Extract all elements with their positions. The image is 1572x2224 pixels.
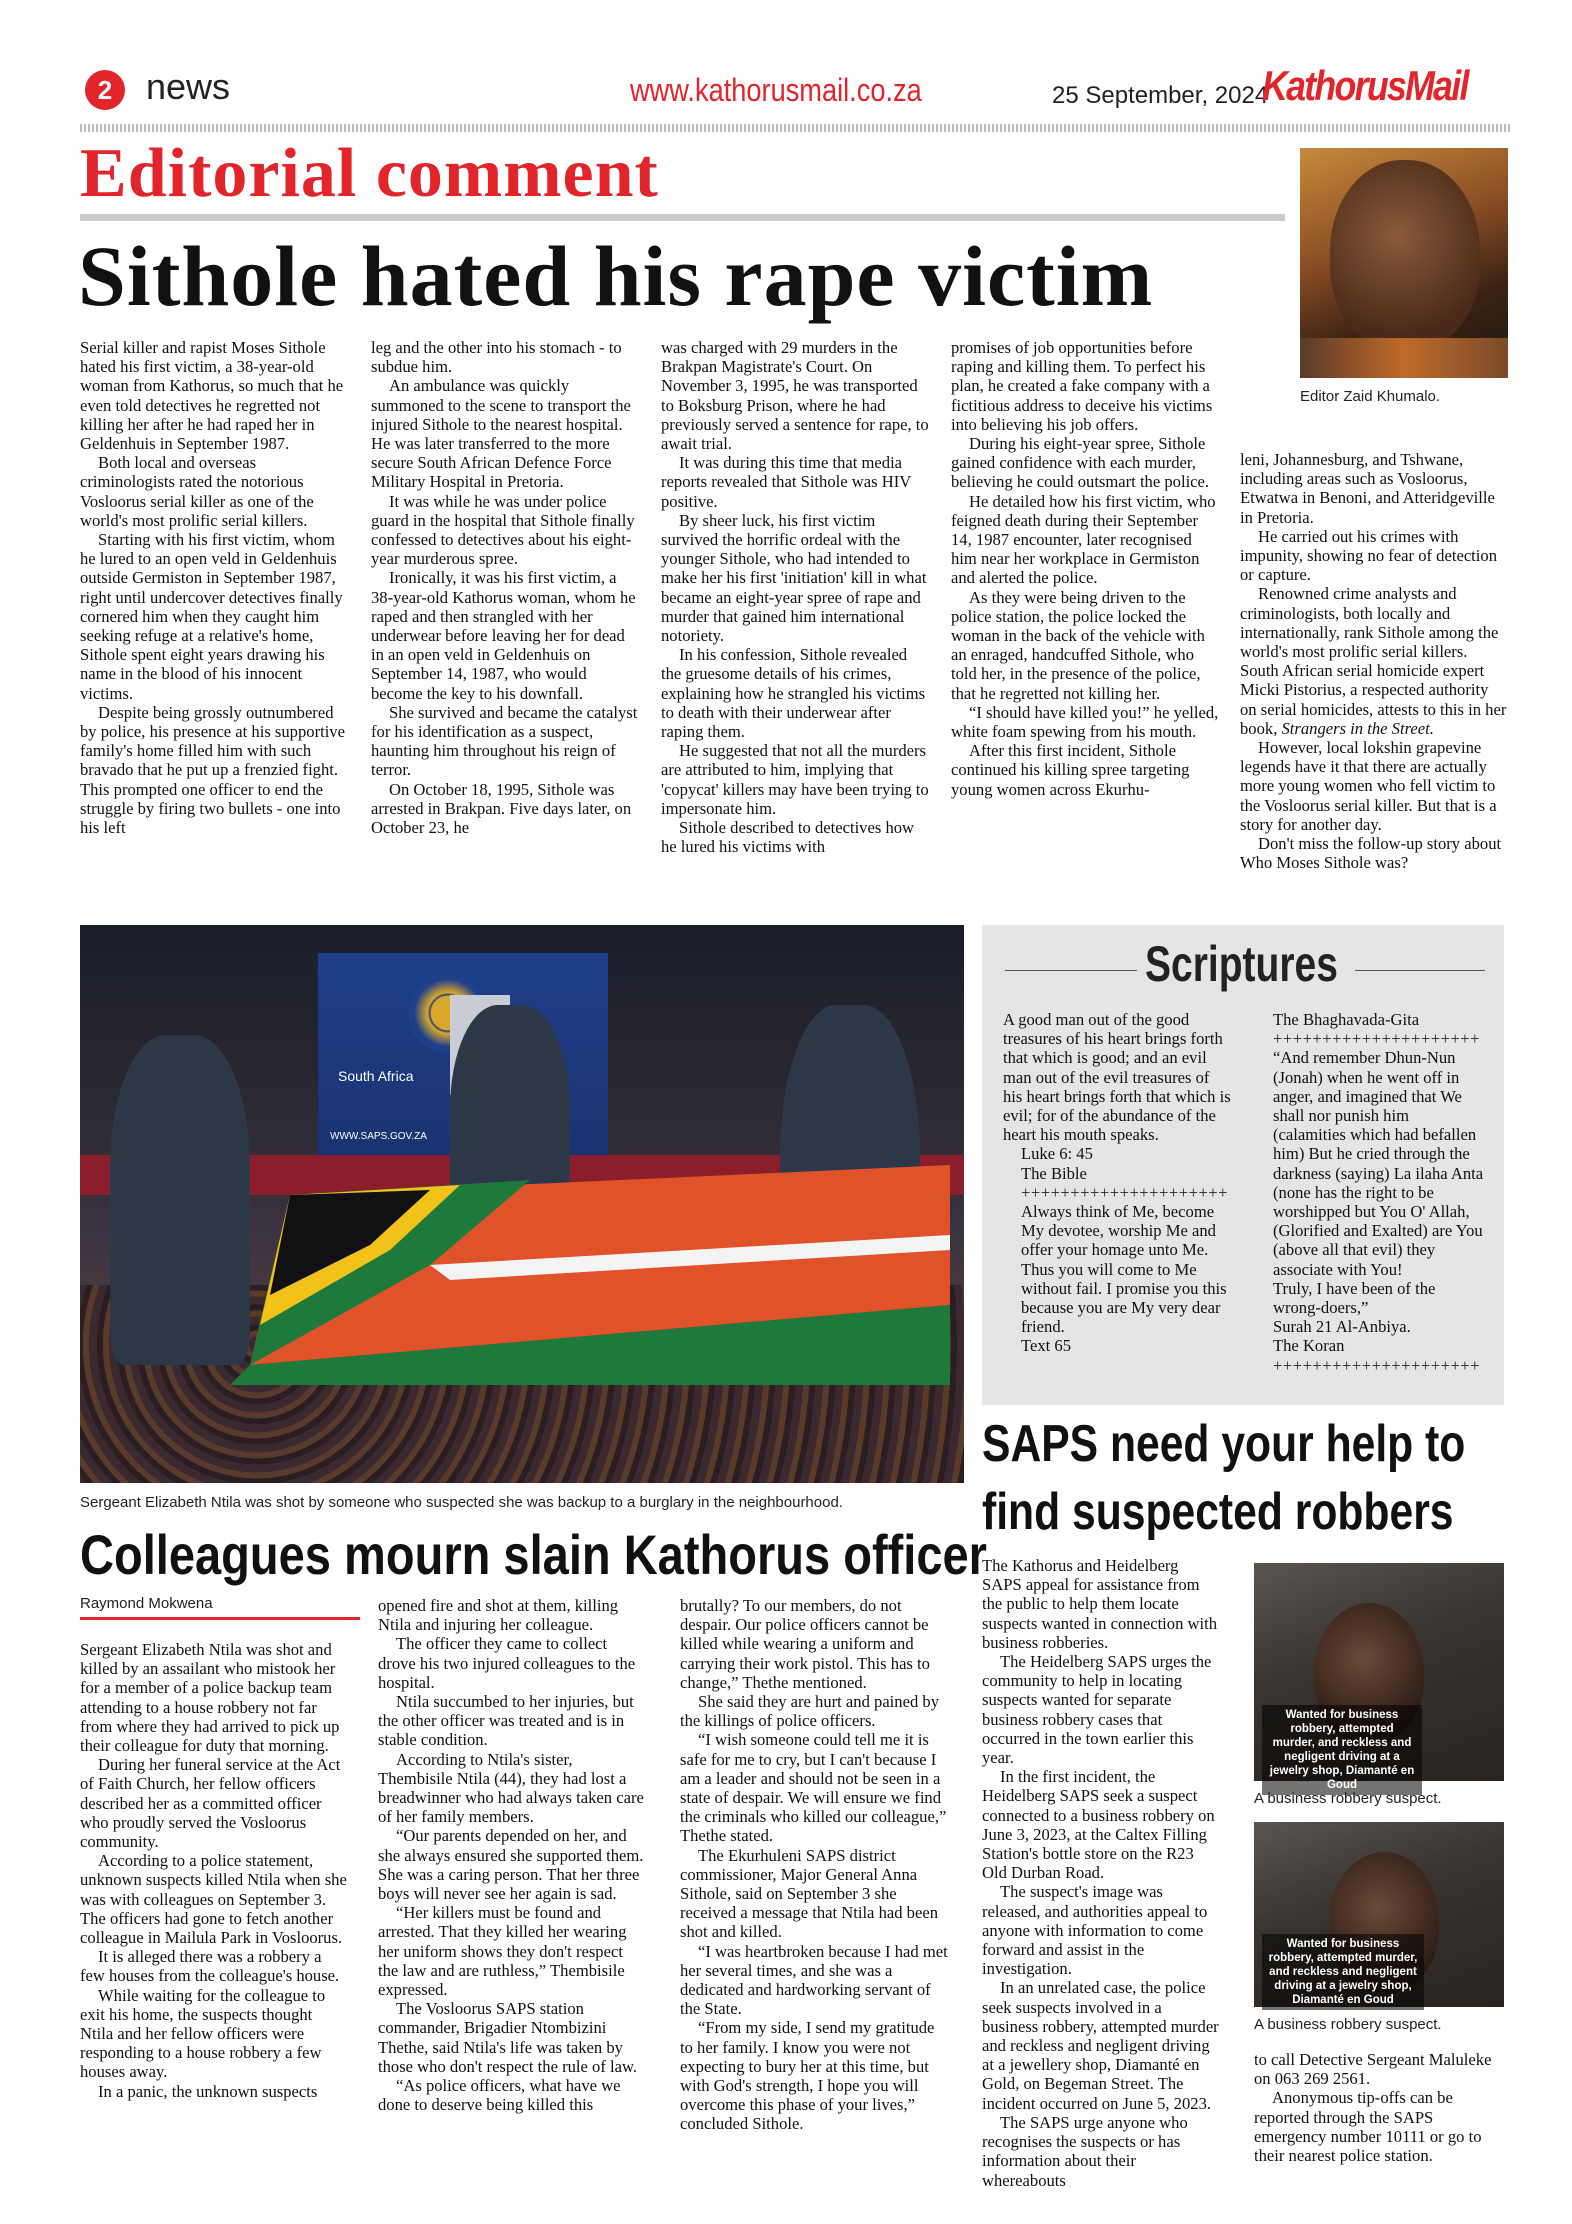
paragraph: As they were being driven to the police station, the police locked the woman in the back of the vehicle with an enraged, handcuffed Sithole, who told her, in the presence of the police, that he regretted not killing her.: [951, 587, 1205, 703]
paragraph: According to Ntila's sister, Thembisile Ntila (44), they had lost a breadwinner who had always taken care of her family members.: [378, 1749, 644, 1827]
scripture-divider: +++++++++++++++++++++: [1273, 1029, 1481, 1049]
paragraph: In the first incident, the Heidelberg SAPS seek a suspect connected to a business robbery on June 3, 2023, at the Caltex Filling Station's bottle store on the R23 Old Durban Road.: [982, 1767, 1215, 1883]
website-link[interactable]: www.kathorusmail.co.za: [630, 72, 922, 108]
paragraph: While waiting for the colleague to exit his home, the suspects thought Ntila and her fellow officers were responding to a house robbery a few houses away.: [80, 1985, 326, 2082]
scripture-divider: +++++++++++++++++++++: [1273, 1355, 1481, 1375]
paragraph: The officer they came to collect drove his two injured colleagues to the hospital.: [378, 1634, 636, 1692]
book-title: Strangers in the Street.: [1281, 718, 1434, 738]
paragraph: The Heidelberg SAPS urges the community to help in locating suspects wanted for separate business robbery cases that occurred in the town earlier this year.: [982, 1652, 1212, 1768]
paragraph: He carried out his crimes with impunity, showing no fear of detection or capture.: [1240, 526, 1497, 585]
paragraph: After this first incident, Sithole continued his killing spree targeting young women across Ekurhu-: [951, 741, 1190, 799]
paragraph: Ntila succumbed to her injuries, but the other officer was treated and is in stable condition.: [378, 1692, 634, 1750]
page-number: 2: [85, 70, 125, 110]
paragraph: The Kathorus and Heidelberg SAPS appeal for assistance from the public to help them locate suspects wanted in connection with business robberies.: [982, 1556, 1218, 1652]
scripture-line: The Koran: [1273, 1336, 1345, 1356]
paragraph: She survived and became the catalyst for his identification as a suspect, haunting him throughout his reign of terror.: [371, 702, 638, 780]
editorial-column-2: [371, 338, 639, 837]
paragraph: According to a police statement, unknown suspects killed Ntila when she was with colleagues on September 3. The officers had gone to fetch another colleague in Mailula Park in Vosloorus.: [80, 1851, 347, 1948]
scripture-line: “And remember Dhun-Nun (Jonah) when he went off in anger, and imagined that We shall nor punish him (calamities which had befallen him) But he cried through the darkness (saying) La ilaha Anta (none has the right to be worshipped but You O' Allah, (Glorified and Exalted) are You (above all that evil) they associate with You!: [1273, 1048, 1484, 1279]
paragraph: “I was heartbroken because I had met her several times, and she was a dedicated and hardworking servant of the State.: [680, 1941, 948, 2019]
editorial-column-4: [951, 338, 1219, 799]
funeral-photo-caption: Sergeant Elizabeth Ntila was shot by someone who suspected she was backup to a burglary in the neighbourhood.: [80, 1494, 843, 1511]
colleagues-column-2: [378, 1596, 646, 2114]
paragraph: In a panic, the unknown suspects: [98, 2081, 318, 2101]
paragraph: to call Detective Sergeant Maluleke on 063 269 2561.: [1254, 2050, 1492, 2089]
saps-headline-line-2: find suspected robbers: [982, 1483, 1454, 1541]
paragraph: However, local lokshin grapevine legends have it that there are actually more young women who fell victim to the Vosloorus serial killer. But that is a story for another day.: [1240, 738, 1497, 834]
suspect-caption-2: A business robbery suspect.: [1254, 2016, 1442, 2033]
paragraph: Sergeant Elizabeth Ntila was shot and killed by an assailant who mistook her for a member of a police backup team attending to a house robbery not far from where they had arrived to pick up their colleague for duty that morning.: [80, 1640, 340, 1756]
masthead-part-a: Kathorus: [1262, 62, 1406, 109]
suspect-photo-1: [1254, 1563, 1504, 1791]
saps-headline: [982, 1410, 1465, 1546]
paragraph: In an unrelated case, the police seek suspects involved in a business robbery, attempted murder and reckless and negligent driving at a jewellery shop, Diamanté en Gold, on Begeman Street. The incident occurred on June 5, 2023.: [982, 1978, 1219, 2113]
saps-headline-line-1: SAPS need your help to: [982, 1415, 1466, 1473]
paragraph: It was during this time that media reports revealed that Sithole was HIV positive.: [661, 453, 911, 511]
paragraph-text: Renowned crime analysts and criminologists, both locally and internationally, rank Sithole among the world's most prolific serial killers. South African serial homicide expert Micki Pistorius, a respected authority on serial homicides, attests to this in her book,: [1240, 584, 1507, 738]
saps-column-continued: [1254, 2050, 1506, 2165]
officer-left: [110, 1035, 250, 1365]
paragraph: The Ekurhuleni SAPS district commissioner, Major General Anna Sithole, said on September 3 she received a message that Ntila had been shot and killed.: [680, 1845, 939, 1942]
paragraph: It is alleged there was a robbery a few houses from the colleague's house.: [80, 1947, 340, 1986]
paragraph: leg and the other into his stomach - to subdue him.: [371, 338, 622, 377]
paragraph: opened fire and shot at them, killing Ntila and injuring her colleague.: [378, 1596, 619, 1635]
section-label: news: [146, 66, 231, 107]
banner-website: WWW.SAPS.GOV.ZA: [330, 1131, 427, 1142]
kicker-rule: [80, 214, 1285, 221]
paragraph: She said they are hurt and pained by the killings of police officers.: [680, 1692, 939, 1731]
paragraph: The suspect's image was released, and authorities appeal to anyone with information to come forward and assist in the investigation.: [982, 1882, 1208, 1979]
paragraph: He detailed how his first victim, who feigned death during their September 14, 1987 encounter, later recognised him near her workplace in Germiston and alerted the police.: [951, 491, 1216, 588]
masthead-part-b: Mail: [1405, 62, 1468, 109]
paragraph: was charged with 29 murders in the Brakpan Magistrate's Court. On November 3, 1995, he was transported to Boksburg Prison, where he had previously served a sentence for rape, to await trial.: [661, 338, 929, 454]
paragraph: “I wish someone could tell me it is safe for me to cry, but I can't because I am a leader and should not be seen in a state of despair. We will ensure we find the criminals who killed our colleague,” Thethe stated.: [680, 1730, 947, 1846]
paragraph: Both local and overseas criminologists rated the notorious Vosloorus serial killer as one of the world's most prolific serial killers.: [80, 453, 314, 530]
suspect-photo-2: [1254, 1822, 1504, 2007]
scripture-divider: +++++++++++++++++++++: [1021, 1182, 1229, 1202]
saps-column: [982, 1556, 1220, 2190]
paragraph: During her funeral service at the Act of Faith Church, her fellow officers described her as a committed officer who proudly served the Vosloorus community.: [80, 1755, 341, 1852]
paragraph: Sithole described to detectives how he lured his victims with: [661, 818, 915, 857]
editor-photo-caption: Editor Zaid Khumalo.: [1300, 388, 1441, 405]
editorial-column-3: [661, 338, 929, 856]
editor-shirt: [1300, 338, 1508, 378]
paragraph: “As police officers, what have we done to deserve being killed this: [378, 2076, 621, 2115]
paragraph: By sheer luck, his first victim survived the horrific ordeal with the younger Sithole, who had intended to make her his first 'initiation' kill in what became an eight-year spree of rape and murder that gained him international notoriety.: [661, 510, 927, 646]
scriptures-rule-right: [1355, 970, 1485, 971]
paragraph: In his confession, Sithole revealed the gruesome details of his crimes, explaining how he strangled his victims to death with their underwear after raping them.: [661, 645, 926, 742]
editorial-headline: Sithole hated his rape victim: [78, 228, 1154, 324]
suspect-caption-1: A business robbery suspect.: [1254, 1790, 1442, 1807]
paragraph: leni, Johannesburg, and Tshwane, including areas such as Vosloorus, Etwatwa in Benoni, and Atteridgeville in Pretoria.: [1240, 450, 1495, 527]
paragraph: promises of job opportunities before raping and killing them. To perfect his plan, he created a fake company with a fictitious address to deceive his victims into believing his job offers.: [951, 338, 1213, 434]
paragraph: Despite being grossly outnumbered by police, his presence at his supportive family's home filled him with such bravado that he put up a frenzied fight. This prompted one officer to end the struggle by firing two bullets - one into his left: [80, 702, 345, 838]
paragraph: Serial killer and rapist Moses Sithole hated his first victim, a 38-year-old woman from Kathorus, so much that he even told detectives he regretted not killing her after he had raped her in Geldenhuis in September 1987.: [80, 338, 344, 454]
paragraph: An ambulance was quickly summoned to the scene to transport the injured Sithole to the nearest hospital. He was later transferred to the more secure South African Defence Force Military Hospital in Pretoria.: [371, 376, 631, 492]
editor-face: [1330, 160, 1480, 350]
editor-photo: [1300, 148, 1508, 376]
scripture-line: A good man out of the good treasures of his heart brings forth that which is good; and an evil man out of the evil treasures of his heart brings forth that which is evil; for of the abundance of the heart his mouth speaks.: [1003, 1010, 1231, 1145]
paragraph: Anonymous tip-offs can be reported through the SAPS emergency number 10111 or go to their nearest police station.: [1254, 2088, 1482, 2166]
paragraph: Starting with his first victim, whom he lured to an open veld in Geldenhuis outside Germiston in September 1987, right until undercover detectives finally cornered him when they caught him seeking refuge at a relative's home, Sithole spent eight years drawing his name in the blood of his innocent victims.: [80, 530, 343, 703]
paragraph: During his eight-year spree, Sithole gained confidence with each murder, believing he could outsmart the police.: [951, 434, 1210, 492]
colleagues-column-1: [80, 1640, 348, 2101]
paragraph: On October 18, 1995, Sithole was arrested in Brakpan. Five days later, on October 23, he: [371, 779, 632, 838]
wanted-label: Wanted for business robbery, attempted murder, and reckless and negligent driving at a jewelry shop, Diamanté en Goud: [1262, 1934, 1424, 2010]
editorial-kicker: Editorial comment: [80, 135, 659, 212]
banner-text: South Africa: [338, 1068, 414, 1084]
colleagues-column-3: [680, 1596, 948, 2134]
paragraph: Don't miss the follow-up story about Who Moses Sithole was?: [1240, 834, 1502, 873]
funeral-photo: [80, 925, 964, 1483]
paragraph: [1240, 584, 1508, 738]
colleagues-headline: Colleagues mourn slain Kathorus officer: [80, 1523, 987, 1586]
scripture-line: Truly, I have been of the wrong-doers,”: [1273, 1278, 1436, 1318]
editorial-column-1: [80, 338, 348, 837]
paragraph: “Our parents depended on her, and she always ensured she supported them. She was a caring person. That her three boys will never see her again is sad.: [378, 1826, 644, 1904]
byline: Raymond Mokwena: [80, 1595, 213, 1612]
paragraph: “Her killers must be found and arrested. That they killed her wearing her uniform shows they don't respect the law and are ruthless,” Thembisile expressed.: [378, 1903, 627, 2000]
scriptures-column-left: [1003, 1010, 1231, 1356]
scriptures-title: Scriptures: [1145, 936, 1338, 992]
scripture-line: Surah 21 Al-Anbiya.: [1273, 1317, 1411, 1337]
scripture-line: The Bible: [1021, 1163, 1087, 1183]
paragraph: brutally? To our members, do not despair. Our police officers cannot be killed while wearing a uniform and carrying their work pistol. This has to change,” Thethe mentioned.: [680, 1596, 930, 1692]
scripture-line: Text 65: [1021, 1336, 1071, 1356]
masthead-logo: [1262, 62, 1468, 110]
paragraph: The Vosloorus SAPS station commander, Brigadier Ntombizini Thethe, said Ntila's life was taken by those who don't respect the rule of law.: [378, 1999, 638, 2076]
paragraph: “From my side, I send my gratitude to her family. I know you were not expecting to bury her at this time, but with God's strength, I hope you will overcome this phase of your lives,” concluded Sithole.: [680, 2018, 935, 2134]
paragraph: It was while he was under police guard in the hospital that Sithole finally confessed to detectives about his eight-year murderous spree.: [371, 491, 635, 569]
paragraph: Ironically, it was his first victim, a 38-year-old Kathorus woman, whom he raped and then strangled with her underwear before leaving her for dead in an open veld in Geldenhuis on September 14, 1987, who would become the key to his downfall.: [371, 568, 636, 703]
paragraph: “I should have killed you!” he yelled, white foam spewing from his mouth.: [951, 702, 1219, 742]
scripture-line: Always think of Me, become My devotee, worship Me and offer your homage unto Me. Thus you will come to Me without fail. I promise you this because you are My very dear friend.: [1021, 1202, 1227, 1337]
scriptures-column-right: [1255, 1010, 1485, 1375]
scriptures-rule-left: [1005, 970, 1137, 971]
scripture-line: Luke 6: 45: [1021, 1144, 1093, 1164]
header-rule: [80, 124, 1510, 132]
byline-rule: [80, 1617, 360, 1620]
issue-date: 25 September, 2024: [1052, 82, 1269, 109]
paragraph: The SAPS urge anyone who recognises the suspects or has information about their whereabouts: [982, 2112, 1188, 2190]
wanted-label: Wanted for business robbery, attempted murder, and reckless and negligent driving at a jewelry shop, Diamanté en Goud: [1262, 1705, 1422, 1795]
paragraph: He suggested that not all the murders are attributed to him, implying that 'copycat' killers may have been trying to impersonate him.: [661, 741, 929, 818]
scripture-line: The Bhaghavada-Gita: [1273, 1010, 1420, 1029]
sa-flag-coffin: [230, 1155, 950, 1385]
editorial-column-5: [1240, 450, 1508, 872]
